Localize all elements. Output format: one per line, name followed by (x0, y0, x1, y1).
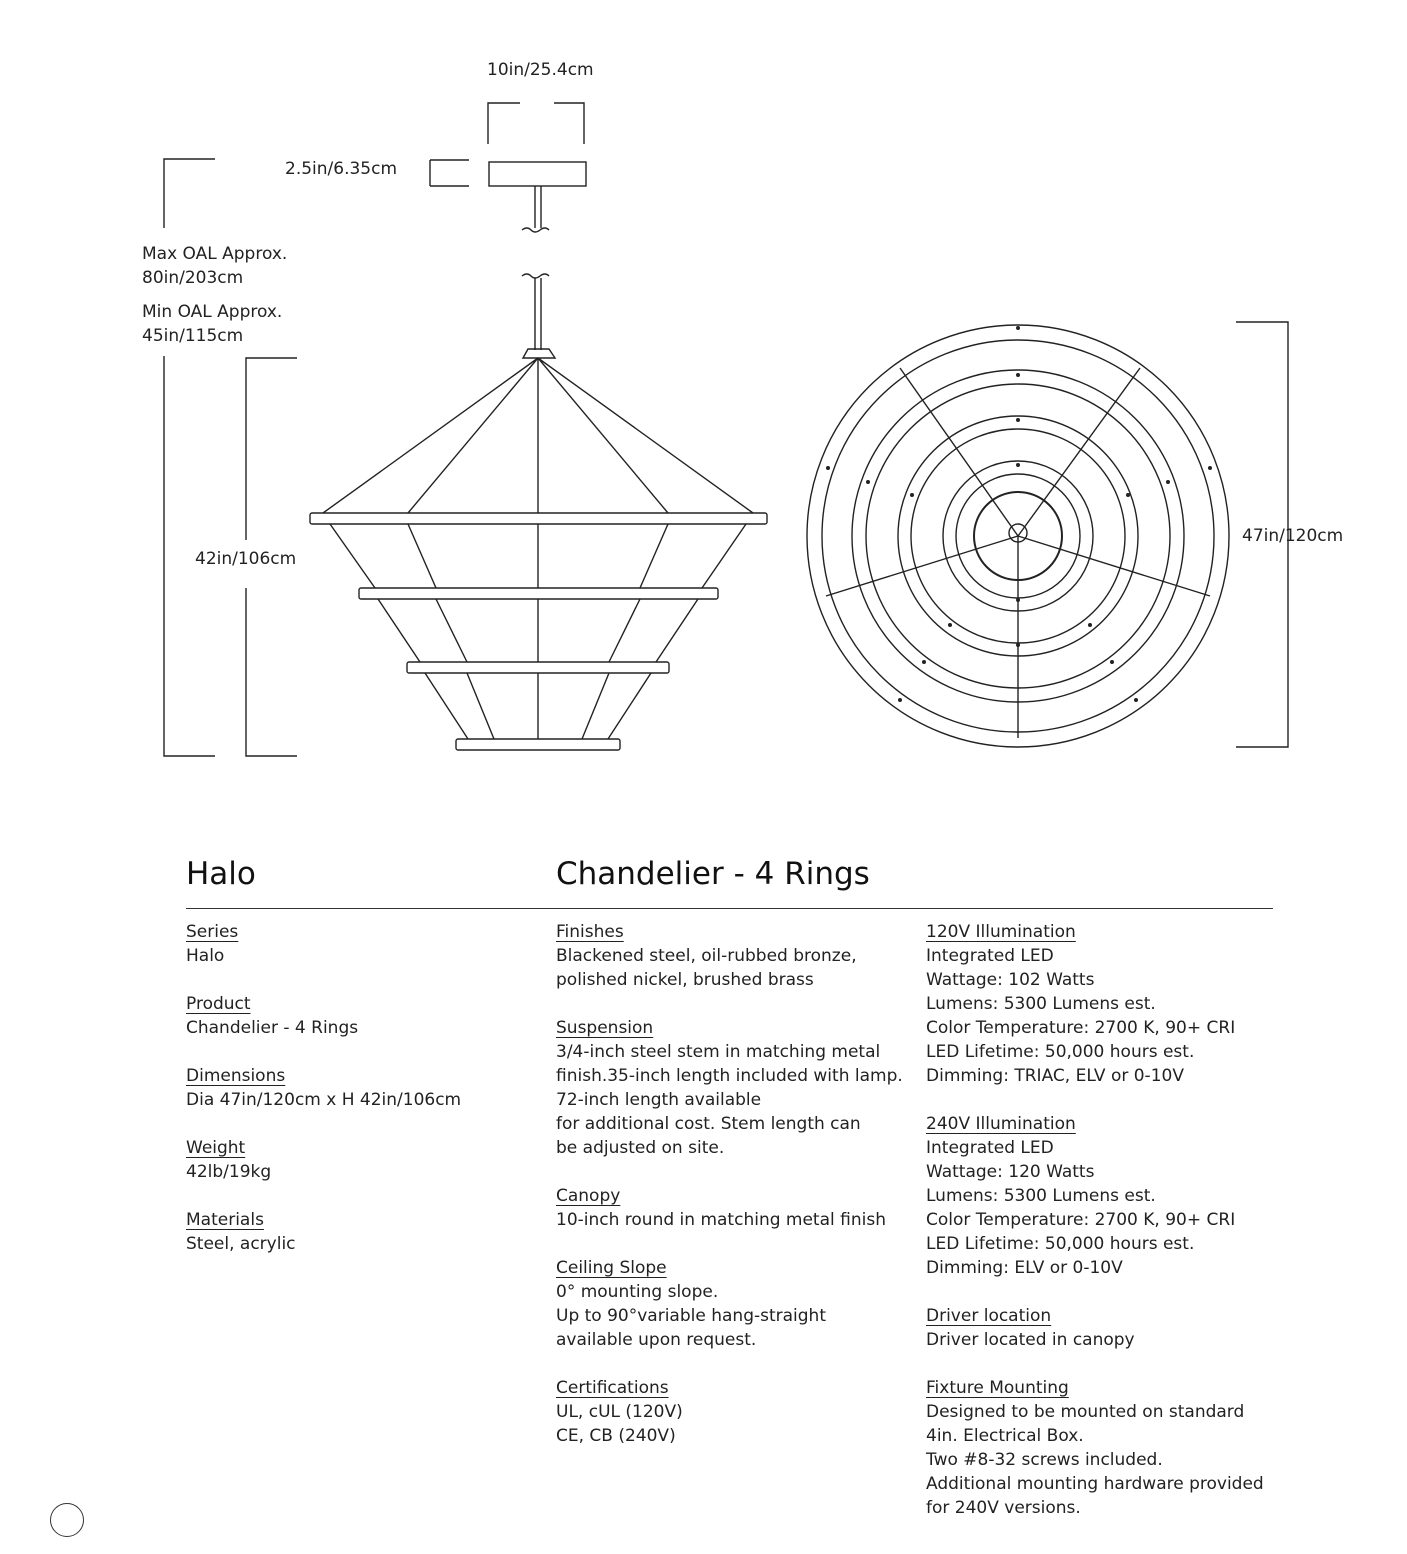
min-oal-label: Min OAL Approx. 45in/115cm (142, 302, 283, 346)
spec-finishes: Finishes Blackened steel, oil-rubbed bronze, polished nickel, brushed brass (556, 922, 857, 990)
spec-column-2 (556, 920, 903, 1448)
page-indicator-circle (50, 1503, 84, 1537)
product-title: Chandelier - 4 Rings (556, 856, 870, 892)
spec-weight: Weight 42lb/19kg (186, 1138, 272, 1182)
spec-column-1 (186, 920, 461, 1256)
spec-dimensions: Dimensions Dia 47in/120cm x H 42in/106cm (186, 1066, 462, 1110)
spec-120v-illumination: 120V Illumination Integrated LED Wattage: 102 Watts Lumens: 5300 Lumens est. Color Temperature: 2700 K, 90+ CRI LED Lifetime: 50,000 hours est. Dimming: TRIAC, ELV or 0-10V (926, 922, 1236, 1086)
spec-series: Series Halo (186, 922, 239, 966)
series-title: Halo (186, 856, 256, 892)
spec-canopy: Canopy 10-inch round in matching metal finish (556, 1186, 886, 1230)
spec-driver-location: Driver location Driver located in canopy (926, 1306, 1135, 1350)
max-oal-label: Max OAL Approx. 80in/203cm (142, 244, 288, 288)
spec-certifications: Certifications UL, cUL (120V) CE, CB (240V) (556, 1378, 683, 1446)
spec-column-3 (926, 920, 1264, 1520)
spec-240v-illumination: 240V Illumination Integrated LED Wattage: 120 Watts Lumens: 5300 Lumens est. Color Temperature: 2700 K, 90+ CRI LED Lifetime: 50,000 hours est. Dimming: ELV or 0-10V (926, 1114, 1236, 1278)
spec-materials: Materials Steel, acrylic (186, 1210, 296, 1254)
diameter-label: 47in/120cm (1242, 526, 1344, 546)
spec-fixture-mounting: Fixture Mounting Designed to be mounted on standard 4in. Electrical Box. Two #8-32 screws included. Additional mounting hardware provided for 240V versions. (926, 1378, 1264, 1518)
title-divider (186, 908, 1273, 909)
spec-product: Product Chandelier - 4 Rings (186, 994, 359, 1038)
height-label: 42in/106cm (195, 549, 297, 569)
spec-ceiling-slope: Ceiling Slope 0° mounting slope. Up to 90°variable hang-straight available upon request. (556, 1258, 826, 1350)
spec-suspension: Suspension 3/4-inch steel stem in matching metal finish.35-inch length included with lamp. 72-inch length available for additional cost. Stem length can be adjusted on site. (556, 1018, 903, 1158)
canopy-width-label: 10in/25.4cm (487, 60, 594, 80)
canopy-height-label: 2.5in/6.35cm (285, 159, 398, 179)
